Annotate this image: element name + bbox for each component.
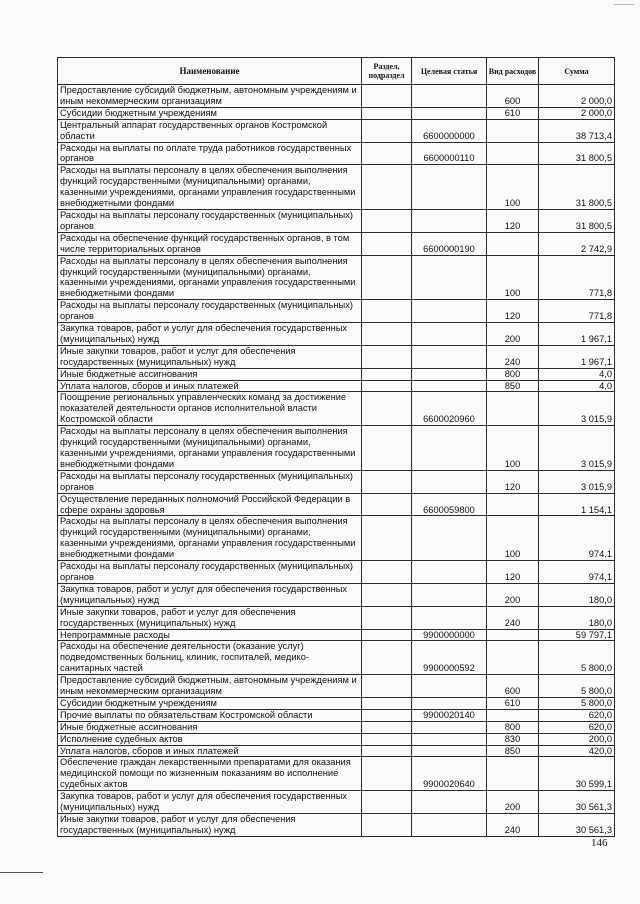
cell-type xyxy=(487,629,539,641)
cell-section xyxy=(362,516,412,561)
cell-sum: 1 154,1 xyxy=(539,493,615,516)
table-row xyxy=(58,709,615,721)
cell-section xyxy=(362,470,412,493)
cell-type: 120 xyxy=(487,561,539,584)
cell-name: Расходы на выплаты персоналу в целях обеспечения выполнения функций государственными (муниципальными) органами, казенными учреждениями, органами управления государственными внебюджетными фондами xyxy=(58,165,362,210)
cell-target xyxy=(412,107,487,119)
cell-type: 850 xyxy=(487,745,539,757)
cell-target xyxy=(412,583,487,606)
cell-target xyxy=(412,733,487,745)
cell-type xyxy=(487,119,539,142)
cell-name: Закупка товаров, работ и услуг для обеспечения государственных (муниципальных) нужд xyxy=(58,791,362,814)
table-row xyxy=(58,426,615,471)
cell-name: Закупка товаров, работ и услуг для обеспечения государственных (муниципальных) нужд xyxy=(58,323,362,346)
cell-sum: 420,0 xyxy=(539,745,615,757)
cell-type xyxy=(487,493,539,516)
cell-name: Субсидии бюджетным учреждениям xyxy=(58,107,362,119)
cell-name: Обеспечение граждан лекарственными препаратами для оказания медицинской помощи по жизненным показаниям во исполнение судебных актов xyxy=(58,757,362,791)
cell-name: Расходы на обеспечение функций государственных органов, в том числе территориальных органов xyxy=(58,232,362,255)
cell-target: 9900000000 xyxy=(412,629,487,641)
cell-name: Расходы на выплаты персоналу в целях обеспечения выполнения функций государственными (муниципальными) органами, казенными учреждениями, органами управления государственными внебюджетными фондами xyxy=(58,516,362,561)
cell-sum: 3 015,9 xyxy=(539,392,615,426)
cell-target xyxy=(412,470,487,493)
cell-target xyxy=(412,721,487,733)
table-row xyxy=(58,629,615,641)
cell-target xyxy=(412,697,487,709)
cell-section xyxy=(362,85,412,108)
cell-name: Прочие выплаты по обязательствам Костромской области xyxy=(58,709,362,721)
cell-target xyxy=(412,300,487,323)
cell-sum: 31 800,5 xyxy=(539,142,615,165)
table-row xyxy=(58,493,615,516)
cell-target xyxy=(412,345,487,368)
cell-section xyxy=(362,426,412,471)
cell-sum: 2 000,0 xyxy=(539,85,615,108)
cell-name: Расходы на выплаты персоналу в целях обеспечения выполнения функций государственными (муниципальными) органами, казенными учреждениями, органами управления государственными внебюджетными фондами xyxy=(58,426,362,471)
cell-sum: 59 797,1 xyxy=(539,629,615,641)
cell-name: Субсидии бюджетным учреждениям xyxy=(58,697,362,709)
cell-type: 100 xyxy=(487,426,539,471)
cell-target: 9900020640 xyxy=(412,757,487,791)
cell-section xyxy=(362,380,412,392)
cell-section xyxy=(362,561,412,584)
cell-target xyxy=(412,323,487,346)
cell-target xyxy=(412,380,487,392)
cell-sum: 1 967,1 xyxy=(539,345,615,368)
cell-name: Уплата налогов, сборов и иных платежей xyxy=(58,745,362,757)
cell-target xyxy=(412,209,487,232)
cell-section xyxy=(362,641,412,675)
cell-section xyxy=(362,165,412,210)
cell-type: 100 xyxy=(487,255,539,300)
cell-type: 850 xyxy=(487,380,539,392)
cell-target xyxy=(412,606,487,629)
cell-target xyxy=(412,814,487,837)
cell-section xyxy=(362,107,412,119)
cell-target: 6600059800 xyxy=(412,493,487,516)
cell-section xyxy=(362,757,412,791)
cell-sum: 30 561,3 xyxy=(539,791,615,814)
cell-target: 6600020960 xyxy=(412,392,487,426)
table-row xyxy=(58,697,615,709)
cell-type xyxy=(487,757,539,791)
cell-target: 9900020140 xyxy=(412,709,487,721)
cell-sum: 620,0 xyxy=(539,721,615,733)
cell-type: 120 xyxy=(487,300,539,323)
table-row xyxy=(58,641,615,675)
table-row xyxy=(58,85,615,108)
cell-sum: 5 800,0 xyxy=(539,641,615,675)
cell-type: 610 xyxy=(487,107,539,119)
cell-type: 200 xyxy=(487,583,539,606)
table-row xyxy=(58,323,615,346)
table-row xyxy=(58,255,615,300)
table-row xyxy=(58,392,615,426)
cell-name: Поощрение региональных управленческих команд за достижение показателей деятельности органов исполнительной власти Костромской области xyxy=(58,392,362,426)
table-row xyxy=(58,380,615,392)
cell-target xyxy=(412,516,487,561)
cell-type xyxy=(487,392,539,426)
cell-section xyxy=(362,323,412,346)
cell-target xyxy=(412,165,487,210)
cell-section xyxy=(362,392,412,426)
cell-sum: 200,0 xyxy=(539,733,615,745)
cell-target xyxy=(412,255,487,300)
cell-sum: 771,8 xyxy=(539,300,615,323)
cell-sum: 974,1 xyxy=(539,516,615,561)
cell-section xyxy=(362,345,412,368)
table-row xyxy=(58,300,615,323)
header-section: Раздел, подраздел xyxy=(362,58,412,85)
cell-sum: 180,0 xyxy=(539,606,615,629)
cell-sum: 3 015,9 xyxy=(539,470,615,493)
cell-sum: 30 561,3 xyxy=(539,814,615,837)
cell-name: Расходы на выплаты по оплате труда работников государственных органов xyxy=(58,142,362,165)
header-sum: Сумма xyxy=(539,58,615,85)
cell-type xyxy=(487,232,539,255)
cell-type: 100 xyxy=(487,165,539,210)
cell-section xyxy=(362,697,412,709)
table-row xyxy=(58,107,615,119)
cell-section xyxy=(362,209,412,232)
table-row xyxy=(58,745,615,757)
cell-section xyxy=(362,721,412,733)
cell-section xyxy=(362,142,412,165)
cell-sum: 38 713,4 xyxy=(539,119,615,142)
footnote-divider xyxy=(0,872,43,873)
table-row xyxy=(58,345,615,368)
cell-sum: 2 000,0 xyxy=(539,107,615,119)
cell-type xyxy=(487,709,539,721)
cell-target xyxy=(412,85,487,108)
table-row xyxy=(58,561,615,584)
cell-sum: 620,0 xyxy=(539,709,615,721)
cell-target xyxy=(412,675,487,698)
page-number: 146 xyxy=(591,837,608,849)
table-row xyxy=(58,232,615,255)
cell-name: Расходы на обеспечение деятельности (оказание услуг) подведомственных больниц, клиник, госпиталей, медико-санитарных частей xyxy=(58,641,362,675)
cell-type: 600 xyxy=(487,675,539,698)
cell-target xyxy=(412,791,487,814)
cell-target xyxy=(412,426,487,471)
cell-sum: 180,0 xyxy=(539,583,615,606)
cell-sum: 3 015,9 xyxy=(539,426,615,471)
cell-name: Расходы на выплаты персоналу в целях обеспечения выполнения функций государственными (муниципальными) органами, казенными учреждениями, органами управления государственными внебюджетными фондами xyxy=(58,255,362,300)
cell-name: Центральный аппарат государственных органов Костромской области xyxy=(58,119,362,142)
cell-sum: 974,1 xyxy=(539,561,615,584)
budget-table xyxy=(57,57,615,837)
cell-section xyxy=(362,709,412,721)
table-row xyxy=(58,814,615,837)
cell-type: 200 xyxy=(487,791,539,814)
cell-type: 800 xyxy=(487,368,539,380)
header-type: Вид расходов xyxy=(487,58,539,85)
header-name: Наименование xyxy=(58,58,362,85)
table-row xyxy=(58,142,615,165)
cell-name: Расходы на выплаты персоналу государственных (муниципальных) органов xyxy=(58,470,362,493)
cell-name: Иные бюджетные ассигнования xyxy=(58,368,362,380)
cell-name: Иные закупки товаров, работ и услуг для обеспечения государственных (муниципальных) нужд xyxy=(58,814,362,837)
table-body xyxy=(58,85,615,837)
cell-name: Предоставление субсидий бюджетным, автономным учреждениям и иным некоммерческим организациям xyxy=(58,675,362,698)
cell-type xyxy=(487,641,539,675)
cell-section xyxy=(362,745,412,757)
cell-type: 240 xyxy=(487,606,539,629)
cell-type: 120 xyxy=(487,209,539,232)
cell-section xyxy=(362,493,412,516)
scan-mark xyxy=(614,4,634,5)
cell-section xyxy=(362,629,412,641)
cell-type xyxy=(487,142,539,165)
cell-section xyxy=(362,583,412,606)
cell-type: 610 xyxy=(487,697,539,709)
cell-name: Закупка товаров, работ и услуг для обеспечения государственных (муниципальных) нужд xyxy=(58,583,362,606)
cell-name: Иные бюджетные ассигнования xyxy=(58,721,362,733)
cell-type: 800 xyxy=(487,721,539,733)
cell-target xyxy=(412,745,487,757)
cell-name: Уплата налогов, сборов и иных платежей xyxy=(58,380,362,392)
cell-sum: 5 800,0 xyxy=(539,675,615,698)
table-row xyxy=(58,368,615,380)
cell-type: 240 xyxy=(487,814,539,837)
cell-section xyxy=(362,255,412,300)
cell-type: 120 xyxy=(487,470,539,493)
cell-section xyxy=(362,733,412,745)
header-target: Целевая статья xyxy=(412,58,487,85)
cell-section xyxy=(362,232,412,255)
cell-section xyxy=(362,606,412,629)
table-header-row xyxy=(58,58,615,85)
table-row xyxy=(58,721,615,733)
table-row xyxy=(58,516,615,561)
cell-type: 200 xyxy=(487,323,539,346)
cell-sum: 1 967,1 xyxy=(539,323,615,346)
cell-sum: 31 800,5 xyxy=(539,209,615,232)
table-row xyxy=(58,209,615,232)
cell-target xyxy=(412,368,487,380)
cell-target: 6600000000 xyxy=(412,119,487,142)
cell-name: Осуществление переданных полномочий Российской Федерации в сфере охраны здоровья xyxy=(58,493,362,516)
cell-sum: 4,0 xyxy=(539,368,615,380)
cell-name: Расходы на выплаты персоналу государственных (муниципальных) органов xyxy=(58,561,362,584)
table-row xyxy=(58,165,615,210)
cell-target: 9900000592 xyxy=(412,641,487,675)
cell-target: 6600000190 xyxy=(412,232,487,255)
cell-section xyxy=(362,368,412,380)
table-row xyxy=(58,733,615,745)
cell-target xyxy=(412,561,487,584)
cell-section xyxy=(362,119,412,142)
cell-section xyxy=(362,814,412,837)
cell-type: 240 xyxy=(487,345,539,368)
cell-name: Предоставление субсидий бюджетным, автономным учреждениям и иным некоммерческим организациям xyxy=(58,85,362,108)
cell-sum: 771,8 xyxy=(539,255,615,300)
cell-name: Расходы на выплаты персоналу государственных (муниципальных) органов xyxy=(58,209,362,232)
cell-sum: 31 800,5 xyxy=(539,165,615,210)
cell-section xyxy=(362,675,412,698)
table-row xyxy=(58,675,615,698)
cell-target: 6600000110 xyxy=(412,142,487,165)
cell-section xyxy=(362,791,412,814)
table-row xyxy=(58,757,615,791)
cell-sum: 5 800,0 xyxy=(539,697,615,709)
table-row xyxy=(58,470,615,493)
cell-name: Иные закупки товаров, работ и услуг для обеспечения государственных (муниципальных) нужд xyxy=(58,345,362,368)
table-row xyxy=(58,583,615,606)
cell-name: Расходы на выплаты персоналу государственных (муниципальных) органов xyxy=(58,300,362,323)
cell-section xyxy=(362,300,412,323)
table-row xyxy=(58,119,615,142)
cell-sum: 4,0 xyxy=(539,380,615,392)
cell-name: Непрограммные расходы xyxy=(58,629,362,641)
table-row xyxy=(58,791,615,814)
cell-sum: 2 742,9 xyxy=(539,232,615,255)
table-row xyxy=(58,606,615,629)
cell-type: 600 xyxy=(487,85,539,108)
cell-name: Иные закупки товаров, работ и услуг для обеспечения государственных (муниципальных) нужд xyxy=(58,606,362,629)
cell-sum: 30 599,1 xyxy=(539,757,615,791)
cell-name: Исполнение судебных актов xyxy=(58,733,362,745)
cell-type: 100 xyxy=(487,516,539,561)
cell-type: 830 xyxy=(487,733,539,745)
